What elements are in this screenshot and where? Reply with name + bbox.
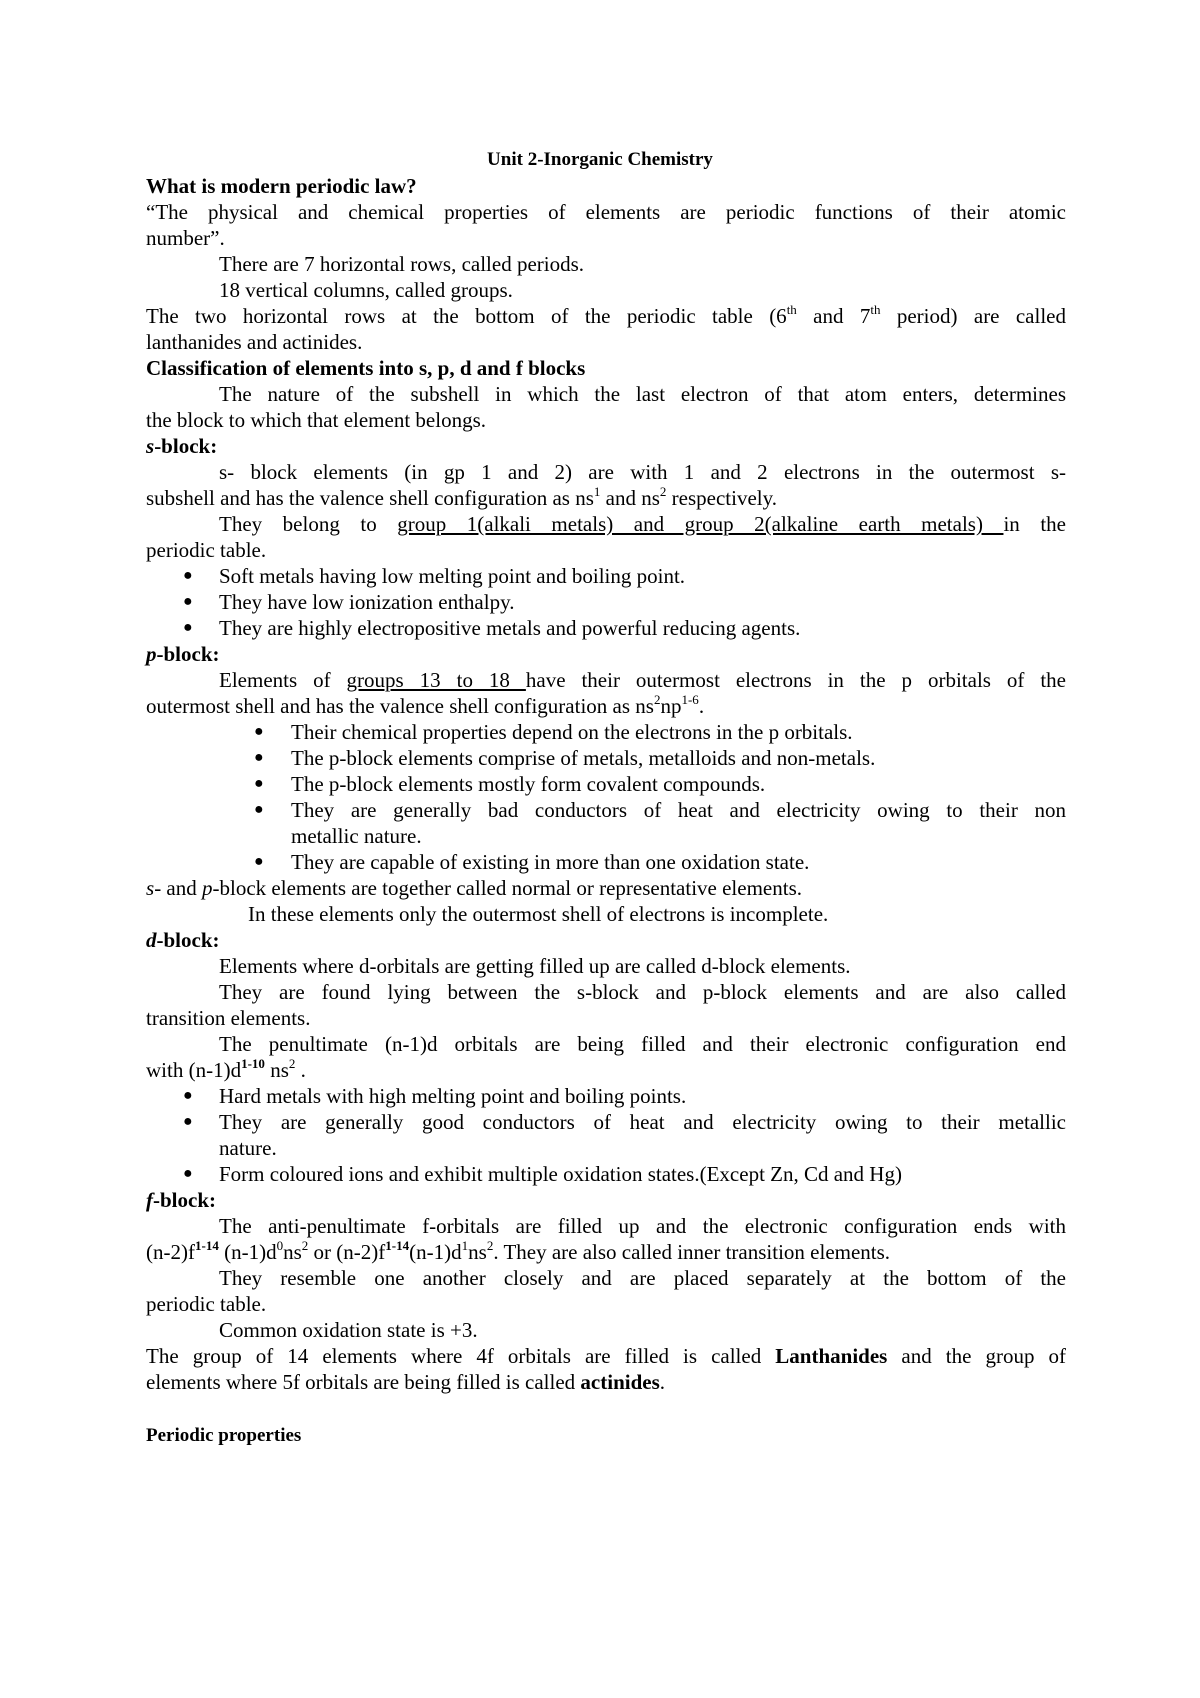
bottom-rows-line1: The two horizontal rows at the bottom of the periodic table (6th and 7th period) are called	[146, 301, 1066, 328]
law-definition-line1: “The physical and chemical properties of elements are periodic functions of their atomic	[146, 200, 1066, 224]
f-block-p1-line1: The anti-penultimate f-orbitals are filled up and the electronic configuration ends with	[219, 1214, 1066, 1238]
p-block-bullet: They are generally bad conductors of heat and electricity owing to their non	[291, 798, 1066, 822]
bullet-icon: ●	[254, 749, 264, 766]
bullet-icon: ●	[254, 801, 264, 818]
p-block-bullet: Their chemical properties depend on the electrons in the p orbitals.	[291, 720, 853, 744]
d-block-bullet: Hard metals with high melting point and boiling points.	[219, 1084, 687, 1108]
p-block-heading: p-block:	[146, 642, 220, 666]
p-block-p1-line2: outermost shell and has the valence shell configuration as $ns^2np^{1-6}$.	[146, 691, 705, 718]
s-block-bullet: They are highly electropositive metals and powerful reducing agents.	[219, 616, 801, 640]
p-block-bullet: They are capable of existing in more than one oxidation state.	[291, 850, 810, 874]
bullet-icon: ●	[183, 619, 193, 636]
s-block-bullet: Soft metals having low melting point and boiling point.	[219, 564, 686, 588]
s-block-p2-line2: periodic table.	[146, 538, 267, 562]
law-definition-line2: number”.	[146, 226, 225, 250]
bullet-icon: ●	[254, 853, 264, 870]
groups-line: 18 vertical columns, called groups.	[219, 278, 513, 302]
p-block-p1-line1: Elements of groups 13 to 18 have their outermost electrons in the p orbitals of the	[219, 668, 1067, 692]
bullet-icon: ●	[254, 775, 264, 792]
periods-line: There are 7 horizontal rows, called periods.	[219, 252, 585, 276]
d-block-p3-line2: with $(n-1)d^{1-10}$ $ns^2$ .	[146, 1055, 306, 1082]
f-block-p2-line2: periodic table.	[146, 1292, 267, 1316]
s-block-heading: s-block:	[146, 434, 218, 458]
f-block-p1-line2: $(n-2)f^{1-14}$ $(n-1)d^0ns^2$ or $(n-2)f^{1-14}(n-1)d^1ns^2$. They are also called inner transition elements.	[146, 1237, 891, 1264]
f-block-p3: Common oxidation state is +3.	[219, 1318, 478, 1342]
p-block-bullet: The p-block elements mostly form covalent compounds.	[291, 772, 766, 796]
d-block-p1: Elements where d-orbitals are getting filled up are called d-block elements.	[219, 954, 851, 978]
page-title: Unit 2-Inorganic Chemistry	[487, 149, 713, 170]
bullet-icon: ●	[183, 1113, 193, 1130]
modern-periodic-law-heading: What is modern periodic law?	[146, 174, 417, 198]
d-block-p3-line1: The penultimate (n-1)d orbitals are being filled and their electronic configuration end	[219, 1032, 1066, 1056]
representative-elements-line: s- and p-block elements are together called normal or representative elements.	[146, 876, 803, 900]
d-block-bullet-continuation: nature.	[219, 1136, 277, 1160]
s-block-p2-line1: They belong to group 1(alkali metals) and group 2(alkaline earth metals) in the	[219, 512, 1066, 536]
d-block-p2-line2: transition elements.	[146, 1006, 311, 1030]
outermost-shell-line: In these elements only the outermost shell of electrons is incomplete.	[248, 902, 829, 926]
s-block-p1-line2: subshell and has the valence shell configuration as $ns^1$ and $ns^2$ respectively.	[146, 483, 778, 510]
d-block-bullet: Form coloured ions and exhibit multiple oxidation states.(Except Zn, Cd and Hg)	[219, 1162, 902, 1186]
periodic-properties-heading: Periodic properties	[146, 1425, 302, 1446]
bullet-icon: ●	[183, 1087, 193, 1104]
d-block-p2-line1: They are found lying between the s-block and p-block elements and are also called	[219, 980, 1066, 1004]
f-block-p4-line1: The group of 14 elements where 4f orbitals are filled is called Lanthanides and the group of	[146, 1344, 1066, 1368]
bullet-icon: ●	[254, 723, 264, 740]
f-block-p4-line2: elements where 5f orbitals are being filled is called actinides.	[146, 1370, 666, 1394]
classification-heading: Classification of elements into s, p, d and f blocks	[146, 356, 586, 380]
d-block-heading: d-block:	[146, 928, 220, 952]
s-block-bullet: They have low ionization enthalpy.	[219, 590, 515, 614]
d-block-bullet: They are generally good conductors of heat and electricity owing to their metallic	[219, 1110, 1066, 1134]
p-block-bullet: The p-block elements comprise of metals, metalloids and non-metals.	[291, 746, 876, 770]
classification-line2: the block to which that element belongs.	[146, 408, 486, 432]
bottom-rows-line2: lanthanides and actinides.	[146, 330, 363, 354]
bullet-icon: ●	[183, 593, 193, 610]
f-block-p2-line1: They resemble one another closely and are placed separately at the bottom of the	[219, 1266, 1066, 1290]
classification-line1: The nature of the subshell in which the last electron of that atom enters, determines	[219, 382, 1066, 406]
p-block-bullet-continuation: metallic nature.	[291, 824, 422, 848]
bullet-icon: ●	[183, 567, 193, 584]
f-block-heading: f-block:	[146, 1188, 216, 1212]
bullet-icon: ●	[183, 1165, 193, 1182]
s-block-p1-line1: s- block elements (in gp 1 and 2) are with 1 and 2 electrons in the outermost s-	[219, 460, 1066, 484]
